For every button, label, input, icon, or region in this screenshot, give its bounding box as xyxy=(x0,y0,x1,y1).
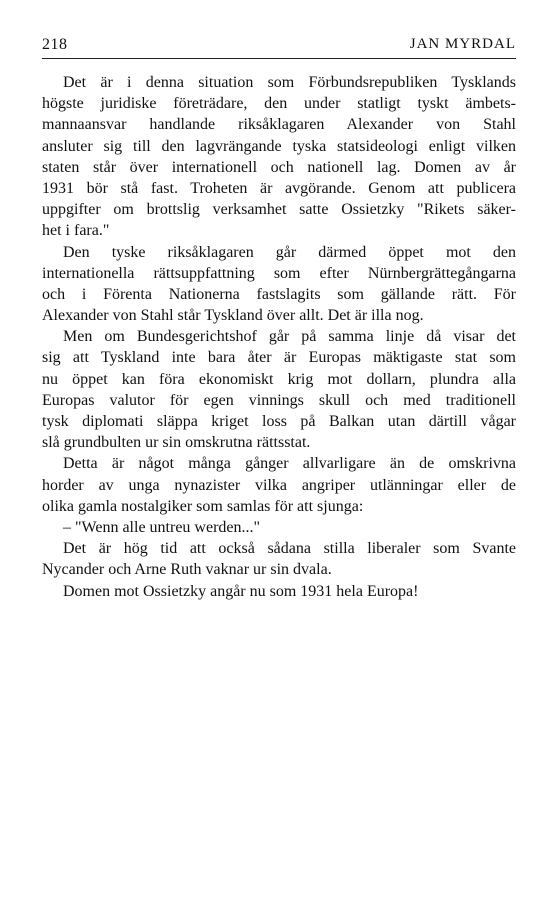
text-line: Det är i denna situation som Förbundsrepubliken Tysklands xyxy=(63,74,516,91)
text-line: och i Förenta Nationerna fastslagits som gällande rätt. För xyxy=(42,285,516,303)
text-line: Men om Bundesgerichtshof går på samma linje då visar det xyxy=(63,328,516,346)
text-line: Alexander von Stahl står Tyskland över allt. Det är illa nog. xyxy=(42,307,424,325)
text-line: Domen mot Ossietzky angår nu som 1931 hela Europa! xyxy=(63,582,419,600)
text-line: – "Wenn alle untreu werden..." xyxy=(63,518,261,536)
text-line: Det är hög tid att också sådana stilla liberaler som Svante xyxy=(63,540,516,558)
text-line: internationella rättsuppfattning som efter Nürnbergrättegångarna xyxy=(42,264,516,282)
text-line: Den tyske riksåklagaren går därmed öppet mot den xyxy=(63,243,516,261)
text-line: staten står över internationell och nationell lag. Domen av år xyxy=(42,158,516,176)
body-text xyxy=(42,72,516,602)
text-line: 1931 bör stå fast. Troheten är avgörande. Genom att publicera xyxy=(42,179,516,197)
text-line: sig att Tyskland inte bara åter är Europas mäktigaste stat som xyxy=(42,349,516,367)
text-line: ansluter sig till den lagvrängande tyska statsideologi enligt vilken xyxy=(42,137,516,155)
page-number: 218 xyxy=(42,36,68,53)
text-line: tysk diplomati släppa kriget loss på Balkan utan därtill vågar xyxy=(42,413,516,430)
running-head: JAN MYRDAL xyxy=(409,36,516,52)
text-line: olika gamla nostalgiker som samlas för att sjunga: xyxy=(42,497,364,515)
page-header xyxy=(42,36,516,59)
text-line: uppgifter om brottslig verksamhet satte Ossietzky "Rikets säker- xyxy=(42,201,516,219)
text-line: Europas valutor för egen vinnings skull och med traditionell xyxy=(42,391,516,409)
text-line: Nycander och Arne Ruth vaknar ur sin dvala. xyxy=(42,561,332,579)
text-line: het i fara." xyxy=(42,222,110,240)
text-line: högste juridiske företrädare, den under statligt tyskt ämbets- xyxy=(42,95,516,113)
text-line: Detta är något många gånger allvarligare än de omskrivna xyxy=(63,455,516,473)
text-line: mannaansvar handlande riksåklagaren Alexander von Stahl xyxy=(42,116,516,134)
text-line: slå grundbulten ur sin omskrutna rättsstat. xyxy=(42,434,311,452)
text-line: nu öppet kan föra ekonomiskt krig mot dollarn, plundra alla xyxy=(42,370,516,388)
text-line: horder av unga nynazister vilka angriper utlänningar eller de xyxy=(42,476,516,494)
